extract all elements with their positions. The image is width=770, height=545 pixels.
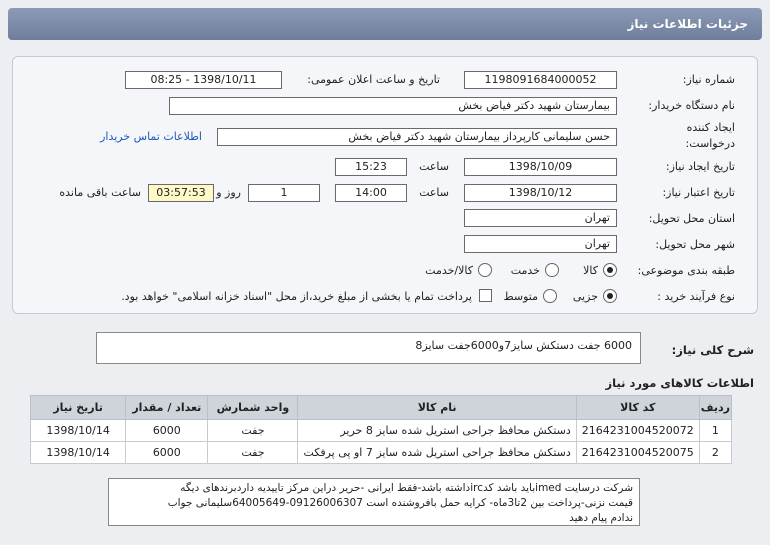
created-date-field: 1398/10/09 (464, 158, 617, 176)
items-section-title: اطلاعات کالاهای مورد نیاز (605, 376, 754, 390)
process-radio-medium[interactable] (543, 289, 557, 303)
description-label: شرح کلی نیاز: (671, 343, 754, 357)
days-label: روز و (216, 186, 241, 199)
process-option-minor: جزیی (572, 290, 598, 303)
cell-need-date: 1398/10/14 (31, 420, 126, 442)
treasury-payment-checkbox[interactable] (479, 289, 492, 302)
validity-days-field: 1 (248, 184, 320, 202)
buyer-notes-line2: قیمت نزنی-پرداخت بین 2تا3ماه- کرایه حمل بافروشنده است 09126006307-64005649سلیمانی جواب (167, 497, 633, 509)
province-label: استان محل تحویل: (648, 212, 735, 225)
category-label: طبقه بندی موضوعی: (637, 264, 735, 277)
cell-unit: جفت (208, 442, 298, 464)
cell-row-number: 1 (699, 420, 731, 442)
validity-date-label: تاریخ اعتبار نیاز: (662, 186, 735, 199)
process-radio-minor[interactable] (603, 289, 617, 303)
creator-label-line2: درخواست: (685, 137, 735, 150)
category-option-service: خدمت (510, 264, 540, 277)
city-field: تهران (464, 235, 617, 253)
category-radio-goods[interactable] (603, 263, 617, 277)
buyer-org-field: بیمارستان شهید دکتر فیاض بخش (169, 97, 617, 115)
province-field: تهران (464, 209, 617, 227)
validity-time-field: 14:00 (335, 184, 407, 202)
category-radio-service[interactable] (545, 263, 559, 277)
process-option-medium: متوسط (503, 290, 538, 303)
items-table (30, 395, 732, 464)
cell-unit: جفت (208, 420, 298, 442)
buyer-notes-line3: ندادم پیام دهید (569, 512, 633, 524)
table-row (31, 420, 732, 442)
cell-quantity: 6000 (126, 420, 208, 442)
description-field: 6000 جفت دستکش سایز7و6000جفت سایز8 (96, 332, 641, 364)
remaining-time-field: 03:57:53 (148, 184, 214, 202)
buyer-org-label: نام دستگاه خریدار: (648, 99, 735, 112)
cell-item-name: دستکش محافظ جراحی استریل شده سایز 7 او پی پرفکت (298, 442, 576, 464)
col-need-date: تاریخ نیاز (31, 396, 126, 420)
purchase-process-label: نوع فرآیند خرید : (657, 290, 735, 303)
creator-label-line1: ایجاد کننده (686, 121, 735, 134)
cell-item-code: 2164231004520072 (576, 420, 699, 442)
col-item-code: کد کالا (576, 396, 699, 420)
need-number-label: شماره نیاز: (682, 73, 735, 86)
cell-item-name: دستکش محافظ جراحی استریل شده سایز 8 حریر (298, 420, 576, 442)
col-item-name: نام کالا (298, 396, 576, 420)
validity-time-label: ساعت (419, 186, 449, 199)
need-info-panel (12, 56, 758, 314)
col-quantity: تعداد / مقدار (126, 396, 208, 420)
buyer-notes (108, 478, 640, 526)
need-number-field: 1198091684000052 (464, 71, 617, 89)
announce-datetime-label: تاریخ و ساعت اعلان عمومی: (307, 73, 440, 86)
city-label: شهر محل تحویل: (655, 238, 735, 251)
col-unit: واحد شمارش (208, 396, 298, 420)
remaining-time-label: ساعت باقی مانده (59, 186, 141, 199)
created-time-field: 15:23 (335, 158, 407, 176)
page-title: جزئیات اطلاعات نیاز (627, 17, 748, 31)
table-row (31, 442, 732, 464)
creator-field: حسن سلیمانی کارپرداز بیمارستان شهید دکتر فیاض بخش (217, 128, 617, 146)
cell-quantity: 6000 (126, 442, 208, 464)
page-title-bar (8, 8, 762, 40)
category-radio-goods-service[interactable] (478, 263, 492, 277)
category-option-goods: کالا (583, 264, 598, 277)
created-date-label: تاریخ ایجاد نیاز: (665, 160, 735, 173)
treasury-payment-note: پرداخت تمام یا بخشی از مبلغ خرید،از محل "اسناد خزانه اسلامی" خواهد بود. (121, 290, 472, 303)
category-option-goods-service: کالا/خدمت (425, 264, 473, 277)
announce-datetime-field: 1398/10/11 - 08:25 (125, 71, 282, 89)
buyer-contact-link[interactable]: اطلاعات تماس خریدار (100, 130, 202, 143)
col-row-number: ردیف (699, 396, 731, 420)
items-table-header (31, 396, 732, 420)
created-time-label: ساعت (419, 160, 449, 173)
cell-row-number: 2 (699, 442, 731, 464)
cell-item-code: 2164231004520075 (576, 442, 699, 464)
cell-need-date: 1398/10/14 (31, 442, 126, 464)
buyer-notes-line1: شرکت درسایت imedباید باشد کدircداشته باشد-فقط ایرانی -حریر دراین مرکز تاییدیه داردبرندهای دیگه (180, 482, 633, 494)
validity-date-field: 1398/10/12 (464, 184, 617, 202)
